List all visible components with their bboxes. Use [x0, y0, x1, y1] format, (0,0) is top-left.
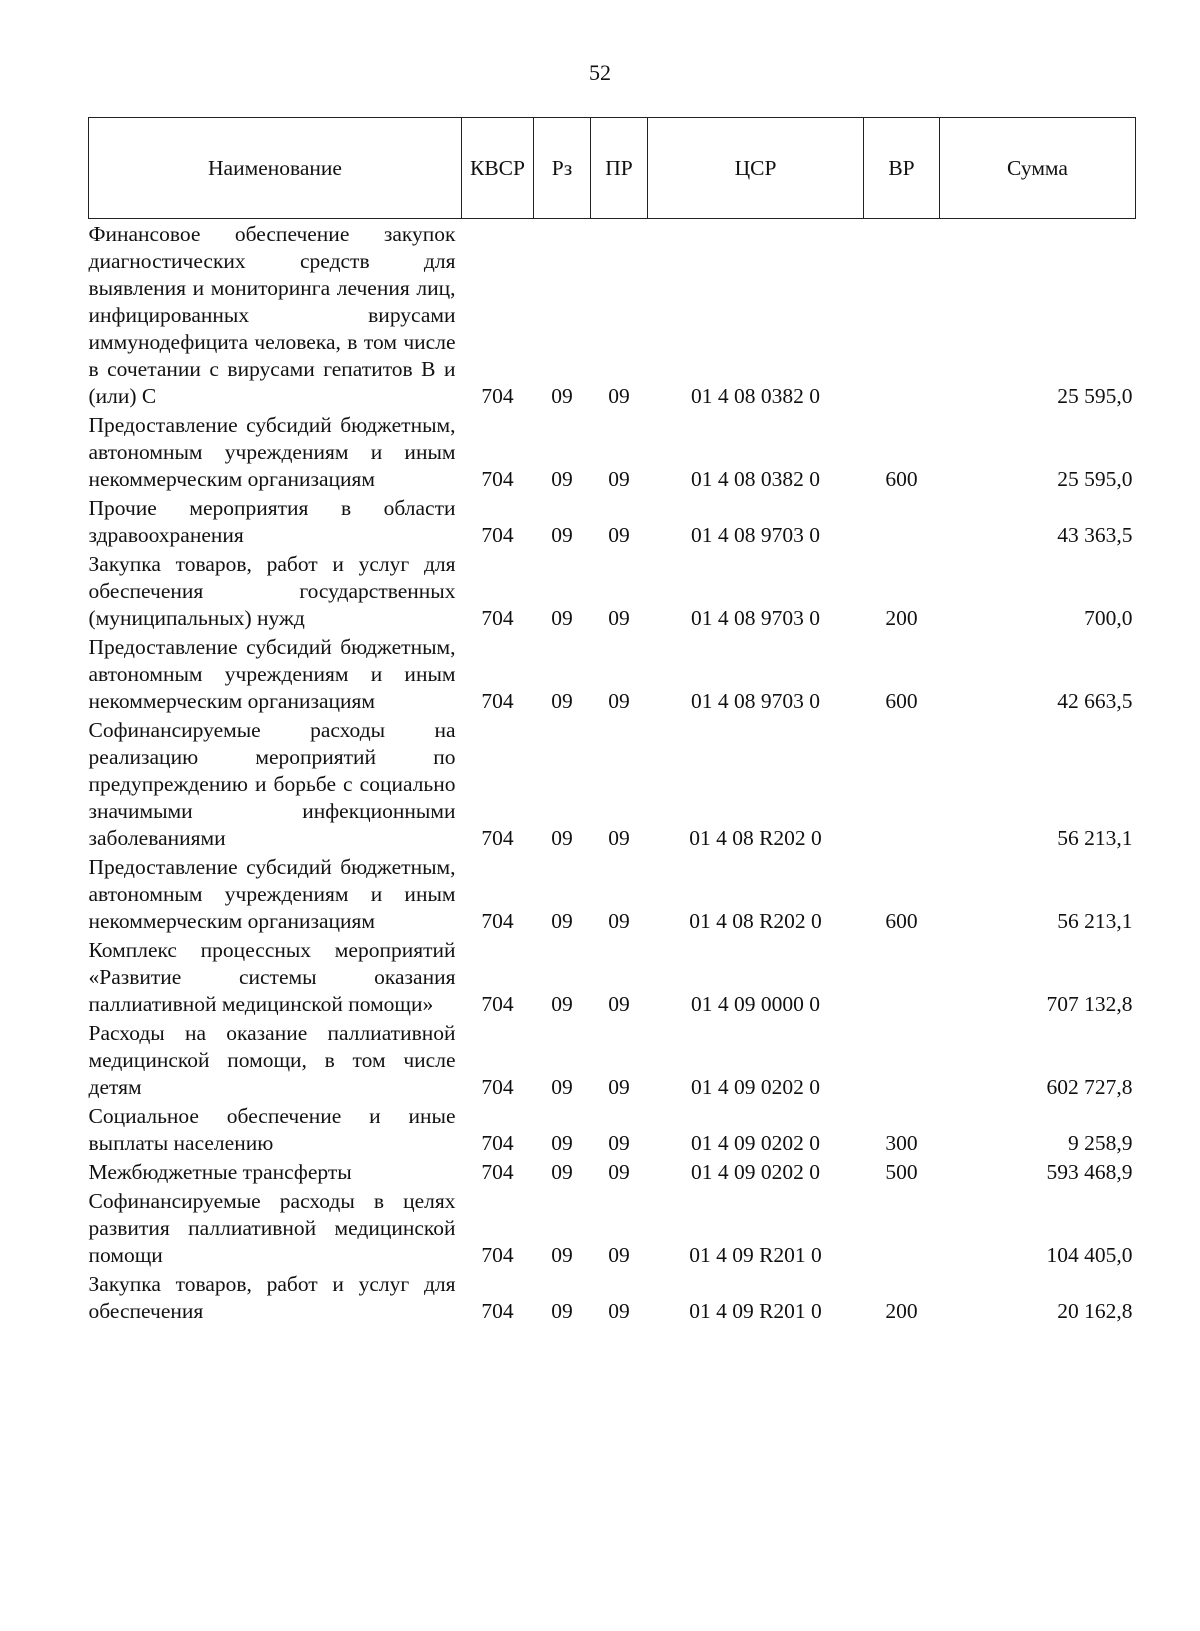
row-sum: 20 162,8 — [1057, 1299, 1133, 1323]
table-row — [89, 1271, 1136, 1327]
row-pr: 09 — [608, 384, 630, 408]
row-vr — [864, 937, 940, 1020]
header-name: Наименование — [89, 118, 462, 219]
row-csr: 01 4 09 R201 0 — [689, 1299, 822, 1323]
row-vr: 500 — [885, 1160, 918, 1184]
table-row — [89, 1103, 1136, 1159]
row-rz: 09 — [551, 467, 573, 491]
row-kvsr: 704 — [481, 689, 514, 713]
row-pr: 09 — [608, 467, 630, 491]
row-csr: 01 4 08 9703 0 — [691, 606, 820, 630]
row-csr: 01 4 09 0202 0 — [691, 1131, 820, 1155]
row-pr: 09 — [608, 1160, 630, 1184]
row-vr — [864, 1188, 940, 1271]
row-pr: 09 — [608, 1131, 630, 1155]
row-sum: 25 595,0 — [1057, 467, 1133, 491]
table-row — [89, 219, 1136, 413]
row-csr: 01 4 08 9703 0 — [691, 523, 820, 547]
row-vr — [864, 495, 940, 551]
row-rz: 09 — [551, 384, 573, 408]
table-row — [89, 1159, 1136, 1188]
row-rz: 09 — [551, 1131, 573, 1155]
row-csr: 01 4 09 0202 0 — [691, 1160, 820, 1184]
row-csr: 01 4 09 0000 0 — [691, 992, 820, 1016]
row-sum: 707 132,8 — [1046, 992, 1133, 1016]
row-kvsr: 704 — [481, 606, 514, 630]
row-kvsr: 704 — [481, 1243, 514, 1267]
row-sum: 593 468,9 — [1046, 1160, 1133, 1184]
row-name: Предоставление субсидий бюджетным, автономным учреждениям и иным некоммерческим организациям — [88, 635, 456, 713]
table-row — [89, 634, 1136, 717]
row-pr: 09 — [608, 523, 630, 547]
row-rz: 09 — [551, 992, 573, 1016]
row-rz: 09 — [551, 1075, 573, 1099]
row-pr: 09 — [608, 606, 630, 630]
table-row — [89, 551, 1136, 634]
row-name: Предоставление субсидий бюджетным, автономным учреждениям и иным некоммерческим организациям — [88, 855, 456, 933]
table-row — [89, 937, 1136, 1020]
row-vr: 600 — [885, 467, 918, 491]
row-kvsr: 704 — [481, 909, 514, 933]
row-csr: 01 4 08 R202 0 — [689, 909, 822, 933]
row-rz: 09 — [551, 909, 573, 933]
row-name: Комплекс процессных мероприятий «Развитие системы оказания паллиативной медицинской помощи» — [88, 938, 456, 1016]
row-csr: 01 4 08 9703 0 — [691, 689, 820, 713]
row-vr — [864, 1020, 940, 1103]
row-sum: 700,0 — [1084, 606, 1133, 630]
row-sum: 602 727,8 — [1046, 1075, 1133, 1099]
row-pr: 09 — [608, 1075, 630, 1099]
row-vr: 200 — [885, 606, 918, 630]
row-pr: 09 — [608, 1243, 630, 1267]
row-kvsr: 704 — [481, 992, 514, 1016]
header-vr: ВР — [864, 118, 940, 219]
row-name: Закупка товаров, работ и услуг для обеспечения — [88, 1272, 456, 1323]
row-rz: 09 — [551, 523, 573, 547]
row-kvsr: 704 — [481, 826, 514, 850]
row-name: Предоставление субсидий бюджетным, автономным учреждениям и иным некоммерческим организациям — [88, 413, 456, 491]
header-pr: ПР — [591, 118, 648, 219]
row-kvsr: 704 — [481, 523, 514, 547]
row-sum: 56 213,1 — [1057, 909, 1133, 933]
row-sum: 9 258,9 — [1068, 1131, 1133, 1155]
page-number: 52 — [589, 60, 611, 85]
row-rz: 09 — [551, 1243, 573, 1267]
row-vr: 300 — [885, 1131, 918, 1155]
row-kvsr: 704 — [481, 384, 514, 408]
row-name: Расходы на оказание паллиативной медицинской помощи, в том числе детям — [88, 1021, 456, 1099]
row-kvsr: 704 — [481, 1075, 514, 1099]
row-name: Финансовое обеспечение закупок диагностических средств для выявления и мониторинга лечения лиц, инфицированных вирусами иммунодефицита человека, в том числе в сочетании с вирусами гепатитов В и (или) С — [88, 222, 456, 408]
header-sum: Сумма — [940, 118, 1136, 219]
row-vr — [864, 717, 940, 854]
row-vr: 600 — [885, 689, 918, 713]
row-name: Софинансируемые расходы на реализацию мероприятий по предупреждению и борьбе с социально значимыми инфекционными заболеваниями — [88, 718, 456, 850]
row-sum: 104 405,0 — [1046, 1243, 1133, 1267]
table-row — [89, 717, 1136, 854]
row-kvsr: 704 — [481, 1299, 514, 1323]
row-rz: 09 — [551, 606, 573, 630]
row-name: Социальное обеспечение и иные выплаты населению — [88, 1104, 456, 1155]
row-rz: 09 — [551, 826, 573, 850]
row-name: Межбюджетные трансферты — [88, 1160, 352, 1184]
row-vr: 600 — [885, 909, 918, 933]
row-rz: 09 — [551, 689, 573, 713]
row-name: Софинансируемые расходы в целях развития паллиативной медицинской помощи — [88, 1189, 456, 1267]
table-row — [89, 495, 1136, 551]
table-row — [89, 854, 1136, 937]
row-csr: 01 4 08 0382 0 — [691, 384, 820, 408]
row-pr: 09 — [608, 909, 630, 933]
header-rz: Рз — [534, 118, 591, 219]
row-pr: 09 — [608, 1299, 630, 1323]
row-name: Прочие мероприятия в области здравоохранения — [88, 496, 456, 547]
row-pr: 09 — [608, 689, 630, 713]
table-row — [89, 1188, 1136, 1271]
row-kvsr: 704 — [481, 1131, 514, 1155]
row-vr — [864, 219, 940, 413]
header-csr: ЦСР — [648, 118, 864, 219]
row-sum: 56 213,1 — [1057, 826, 1133, 850]
table-row — [89, 412, 1136, 495]
row-pr: 09 — [608, 992, 630, 1016]
row-csr: 01 4 08 R202 0 — [689, 826, 822, 850]
row-sum: 42 663,5 — [1057, 689, 1133, 713]
row-csr: 01 4 08 0382 0 — [691, 467, 820, 491]
table-header — [89, 118, 1136, 219]
row-kvsr: 704 — [481, 1160, 514, 1184]
row-rz: 09 — [551, 1299, 573, 1323]
row-sum: 43 363,5 — [1057, 523, 1133, 547]
row-sum: 25 595,0 — [1057, 384, 1133, 408]
table-body — [89, 219, 1136, 1328]
row-csr: 01 4 09 R201 0 — [689, 1243, 822, 1267]
header-kvsr: КВСР — [462, 118, 534, 219]
row-vr: 200 — [885, 1299, 918, 1323]
row-pr: 09 — [608, 826, 630, 850]
table-row — [89, 1020, 1136, 1103]
row-name: Закупка товаров, работ и услуг для обеспечения государственных (муниципальных) нужд — [88, 552, 456, 630]
row-csr: 01 4 09 0202 0 — [691, 1075, 820, 1099]
budget-table — [88, 117, 1136, 1327]
row-rz: 09 — [551, 1160, 573, 1184]
row-kvsr: 704 — [481, 467, 514, 491]
